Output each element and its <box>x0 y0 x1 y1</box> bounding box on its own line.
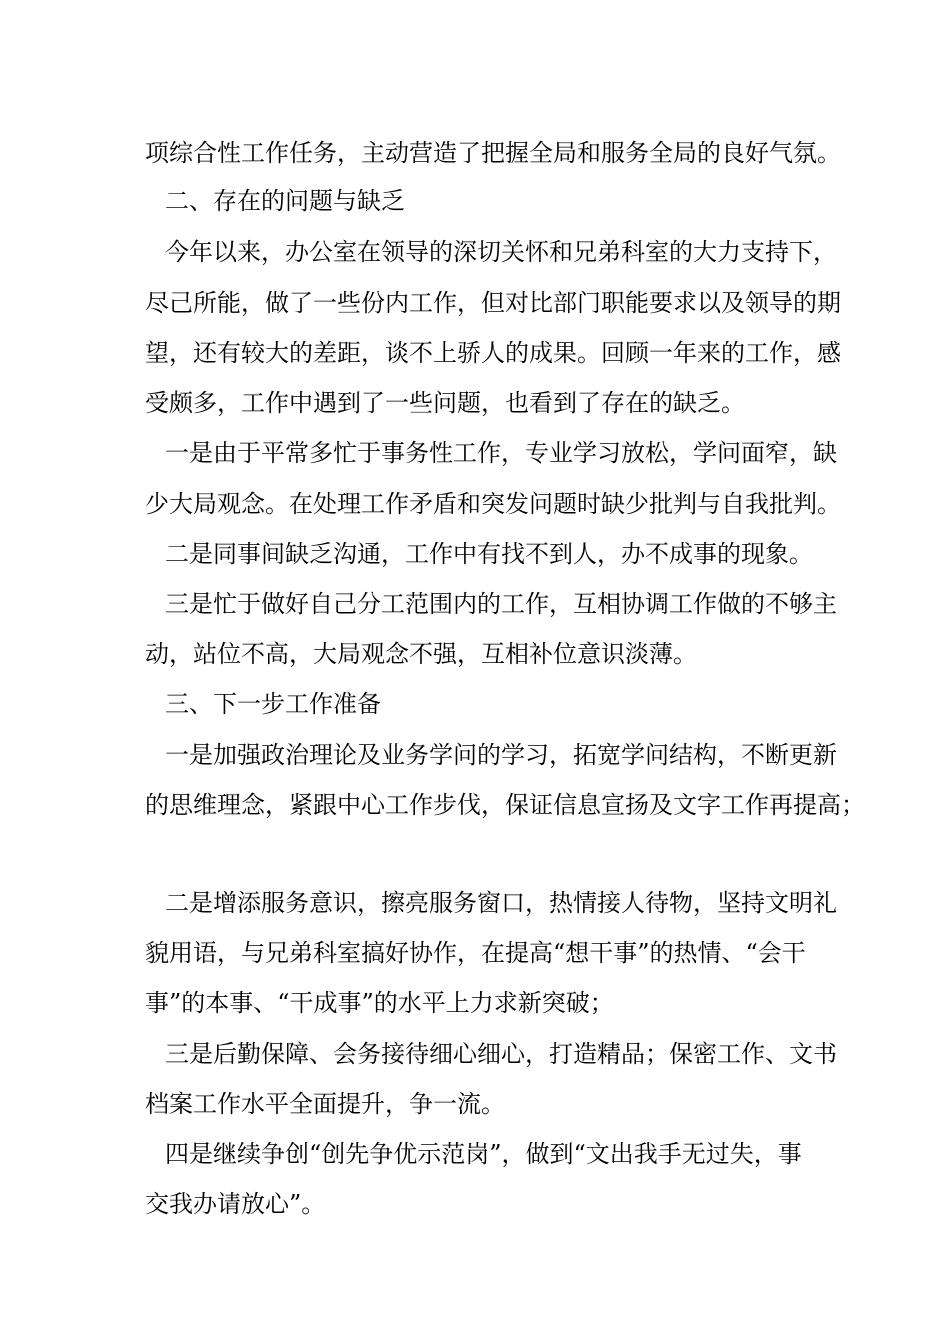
paragraph-line: 档案工作水平全面提升，争一流。 <box>145 1090 505 1118</box>
paragraph-line: 的思维理念，紧跟中心工作步伐，保证信息宣扬及文字工作再提高； <box>145 791 865 819</box>
paragraph-line: 三是后勤保障、会务接待细心细心，打造精品；保密工作、文书 <box>165 1040 837 1068</box>
section-heading: 二、存在的问题与缺乏 <box>165 187 405 215</box>
paragraph-line: 受颇多，工作中遇到了一些问题，也看到了存在的缺乏。 <box>145 389 745 417</box>
paragraph-line: 项综合性工作任务，主动营造了把握全局和服务全局的良好气氛。 <box>145 139 841 167</box>
section-heading: 三、下一步工作准备 <box>165 690 381 718</box>
paragraph-line: 二是同事间缺乏沟通，工作中有找不到人，办不成事的现象。 <box>165 540 813 568</box>
paragraph-line: 动，站位不高，大局观念不强，互相补位意识淡薄。 <box>145 640 697 668</box>
paragraph-line: 二是增添服务意识，擦亮服务窗口，热情接人待物，坚持文明礼 <box>165 889 837 917</box>
paragraph-line: 事”的本事、“干成事”的水平上力求新突破； <box>145 989 614 1017</box>
paragraph-line: 四是继续争创“创先争优示范岗”，做到“文出我手无过失，事 <box>165 1140 802 1168</box>
paragraph-line: 尽己所能，做了一些份内工作，但对比部门职能要求以及领导的期 <box>145 289 841 317</box>
paragraph-line: 少大局观念。在处理工作矛盾和突发问题时缺少批判与自我批判。 <box>145 490 841 518</box>
paragraph-line: 一是加强政治理论及业务学问的学习，拓宽学问结构，不断更新 <box>165 741 837 769</box>
paragraph-line: 望，还有较大的差距，谈不上骄人的成果。回顾一年来的工作，感 <box>145 339 841 367</box>
paragraph-line: 今年以来，办公室在领导的深切关怀和兄弟科室的大力支持下， <box>165 238 837 266</box>
paragraph-line: 三是忙于做好自己分工范围内的工作，互相协调工作做的不够主 <box>165 590 837 618</box>
paragraph-line: 貌用语，与兄弟科室搞好协作，在提高“想干事”的热情、“会干 <box>145 939 806 967</box>
paragraph-line: 交我办请放心”。 <box>145 1190 326 1218</box>
paragraph-line: 一是由于平常多忙于事务性工作，专业学习放松，学问面窄，缺 <box>165 439 837 467</box>
